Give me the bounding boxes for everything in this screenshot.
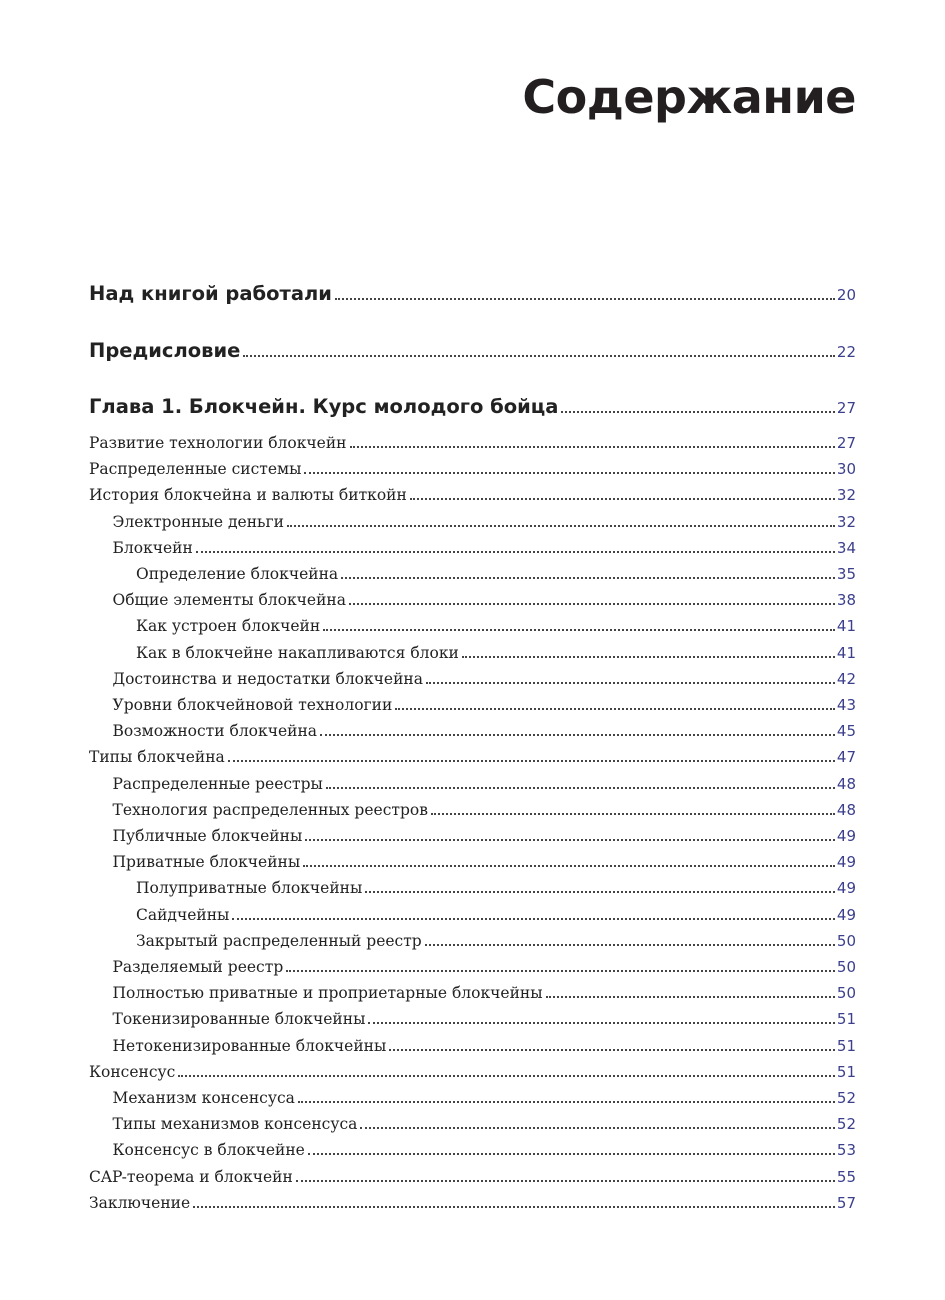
toc-entry-title: Над книгой работали <box>89 282 332 305</box>
toc-entry-page-number: 48 <box>836 774 856 793</box>
dot-leader <box>193 1206 835 1208</box>
dot-leader <box>410 498 835 500</box>
toc-entry-page-number: 27 <box>836 434 856 452</box>
toc-entry[interactable] <box>89 1194 856 1216</box>
dot-leader <box>326 787 835 789</box>
dot-leader <box>425 944 835 946</box>
toc-entry[interactable] <box>89 282 856 310</box>
toc-entry[interactable] <box>89 644 856 666</box>
toc-entry-page-number: 51 <box>836 1010 856 1029</box>
toc-entry[interactable] <box>89 539 856 561</box>
toc-entry-title: Глава 1. Блокчейн. Курс молодого бойца <box>89 395 559 418</box>
toc-entry[interactable] <box>89 853 856 875</box>
toc-entry[interactable] <box>89 984 856 1006</box>
toc-entry-page-number: 41 <box>836 617 856 636</box>
dot-leader <box>243 355 835 357</box>
toc-entry[interactable] <box>89 591 856 613</box>
dot-leader <box>287 525 835 527</box>
dot-leader <box>349 603 835 605</box>
toc-entry-title: CAP-теорема и блокчейн <box>89 1167 293 1186</box>
dot-leader <box>368 1022 834 1024</box>
toc-entry[interactable] <box>89 1037 856 1059</box>
toc-entry-title: Сайдчейны <box>136 905 230 924</box>
dot-leader <box>196 551 835 553</box>
toc-entry[interactable] <box>89 1089 856 1111</box>
dot-leader <box>561 411 834 413</box>
dot-leader <box>335 298 835 300</box>
dot-leader <box>546 996 835 998</box>
dot-leader <box>395 708 835 710</box>
toc-entry[interactable] <box>89 932 856 954</box>
toc-entry-page-number: 53 <box>836 1141 856 1160</box>
dot-leader <box>178 1075 835 1077</box>
toc-entry-page-number: 47 <box>836 748 856 767</box>
dot-leader <box>304 472 834 474</box>
toc-entry-page-number: 49 <box>836 853 856 872</box>
toc-entry[interactable] <box>89 748 856 770</box>
toc-entry-title: Возможности блокчейна <box>112 722 318 741</box>
toc-entry-page-number: 50 <box>836 931 856 950</box>
toc-entry-page-number: 55 <box>836 1167 856 1186</box>
toc-entry-page-number: 49 <box>836 905 856 924</box>
toc-entry[interactable] <box>89 1141 856 1163</box>
toc-entry-page-number: 49 <box>836 827 856 845</box>
dot-leader <box>426 682 835 684</box>
dot-leader <box>232 918 835 920</box>
toc-entry[interactable] <box>89 1115 856 1137</box>
toc-entry-title: Распределенные системы <box>89 460 302 479</box>
toc-entry-title: Электронные деньги <box>112 512 284 531</box>
toc-entry[interactable] <box>89 722 856 744</box>
dot-leader <box>303 865 835 867</box>
toc-entry-title: Предисловие <box>89 339 241 362</box>
dot-leader <box>389 1049 835 1051</box>
toc-entry[interactable] <box>89 460 856 482</box>
dot-leader <box>228 760 835 762</box>
toc-entry[interactable] <box>89 879 856 901</box>
toc-entry-title: Достоинства и недостатки блокчейна <box>112 669 424 688</box>
dot-leader <box>341 577 835 579</box>
dot-leader <box>431 813 835 815</box>
dot-leader <box>350 446 835 448</box>
dot-leader <box>296 1180 835 1182</box>
toc-entry-page-number: 52 <box>836 1115 856 1134</box>
toc-entry-page-number: 34 <box>836 538 856 557</box>
toc-entry-page-number: 51 <box>836 1036 856 1055</box>
toc-entry-page-number: 27 <box>836 399 856 417</box>
toc-entry-title: Распределенные реестры <box>112 774 323 793</box>
toc-entry[interactable] <box>89 1168 856 1190</box>
toc-entry-page-number: 48 <box>836 800 856 819</box>
toc-entry-page-number: 32 <box>836 486 856 505</box>
toc-entry-title: Полностью приватные и проприетарные блокчейны <box>112 984 543 1003</box>
toc-entry-page-number: 50 <box>836 984 856 1003</box>
dot-leader <box>298 1101 835 1103</box>
dot-leader <box>462 656 835 658</box>
toc-entry-page-number: 43 <box>836 696 856 714</box>
toc-entry-title: История блокчейна и валюты биткойн <box>89 486 407 505</box>
toc-entry-title: Развитие технологии блокчейн <box>89 434 347 452</box>
dot-leader <box>305 839 835 841</box>
toc-entry-title: Типы блокчейна <box>89 748 225 767</box>
toc-entry[interactable] <box>89 617 856 639</box>
toc-entry[interactable] <box>89 775 856 797</box>
toc-entry-title: Консенсус <box>89 1062 176 1081</box>
toc-entry-title: Разделяемый реестр <box>112 958 284 976</box>
toc-entry-page-number: 20 <box>836 286 856 304</box>
toc-entry-title: Общие элементы блокчейна <box>112 591 346 610</box>
toc-entry[interactable] <box>89 565 856 587</box>
toc-entry-title: Закрытый распределенный реестр <box>136 931 422 950</box>
toc-entry-title: Типы механизмов консенсуса <box>112 1115 358 1134</box>
toc-entry-title: Как устроен блокчейн <box>136 617 321 636</box>
toc-entry[interactable] <box>89 696 856 718</box>
toc-entry-page-number: 22 <box>836 343 856 361</box>
toc-entry[interactable] <box>89 434 856 456</box>
toc-entry[interactable] <box>89 395 856 423</box>
toc-entry-page-number: 57 <box>836 1193 856 1212</box>
dot-leader <box>308 1153 835 1155</box>
toc-entry-page-number: 42 <box>836 669 856 688</box>
toc-entry-title: Как в блокчейне накапливаются блоки <box>136 643 459 662</box>
toc-entry-title: Нетокенизированные блокчейны <box>112 1036 387 1055</box>
toc-entry[interactable] <box>89 339 856 367</box>
toc-entry-title: Механизм консенсуса <box>112 1089 295 1107</box>
toc-entry[interactable] <box>89 670 856 692</box>
toc-entry-page-number: 41 <box>836 643 856 662</box>
toc-entry[interactable] <box>89 1010 856 1032</box>
toc-entry-title: Приватные блокчейны <box>112 853 301 872</box>
dot-leader <box>360 1127 835 1129</box>
toc-entry-page-number: 35 <box>836 565 856 583</box>
toc-entry-page-number: 32 <box>836 512 856 531</box>
toc-entry-title: Технология распределенных реестров <box>112 800 428 819</box>
dot-leader <box>323 629 835 631</box>
toc-entry[interactable] <box>89 486 856 508</box>
toc-entry-title: Уровни блокчейновой технологии <box>112 696 393 714</box>
toc-entry[interactable] <box>89 958 856 980</box>
dot-leader <box>320 734 835 736</box>
toc-entry[interactable] <box>89 906 856 928</box>
page-title: Содержание <box>522 70 856 124</box>
toc-entry-title: Публичные блокчейны <box>112 827 303 845</box>
toc-entry-title: Определение блокчейна <box>136 565 339 583</box>
toc-entry-title: Полуприватные блокчейны <box>136 879 363 898</box>
toc-entry[interactable] <box>89 513 856 535</box>
toc-entry[interactable] <box>89 801 856 823</box>
toc-entry-title: Заключение <box>89 1193 191 1212</box>
toc-entry-page-number: 38 <box>836 591 856 610</box>
toc-entry-page-number: 49 <box>836 879 856 898</box>
dot-leader <box>286 970 835 972</box>
toc-entry-title: Консенсус в блокчейне <box>112 1141 305 1160</box>
toc-entry-page-number: 50 <box>836 958 856 976</box>
toc-entry[interactable] <box>89 827 856 849</box>
toc-entry-page-number: 52 <box>836 1089 856 1107</box>
toc-entry-page-number: 30 <box>836 460 856 479</box>
toc-entry-page-number: 51 <box>836 1062 856 1081</box>
toc-entry-title: Блокчейн <box>112 538 193 557</box>
toc-entry[interactable] <box>89 1063 856 1085</box>
toc-entry-title: Токенизированные блокчейны <box>112 1010 366 1029</box>
toc-entry-page-number: 45 <box>836 722 856 741</box>
dot-leader <box>365 891 835 893</box>
